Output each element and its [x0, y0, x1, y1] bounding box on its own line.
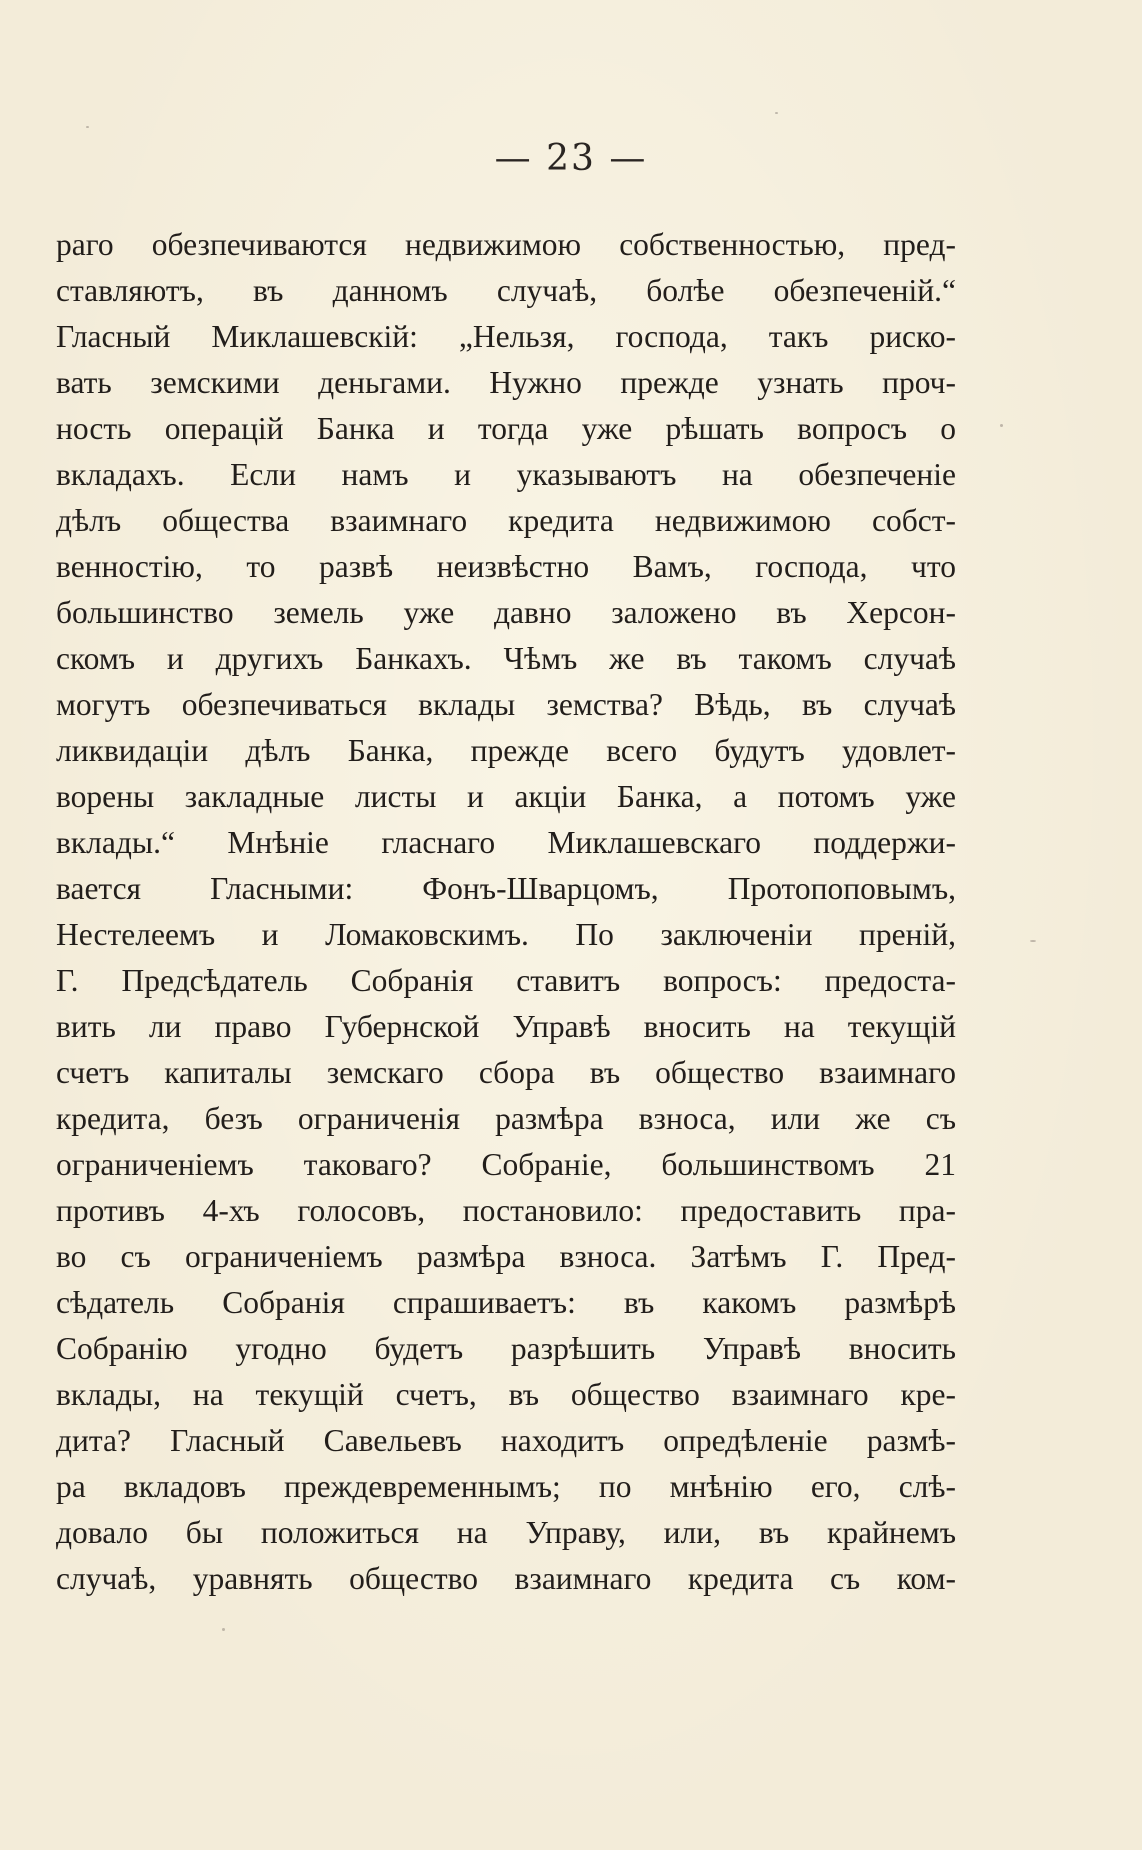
paper-speck — [86, 126, 89, 128]
text-line: венностію, то развѣ неизвѣстно Вамъ, господа, что — [56, 549, 956, 584]
text-line: Г. Предсѣдатель Собранія ставитъ вопросъ: предоста- — [56, 963, 956, 998]
text-line: довало бы положиться на Управу, или, въ крайнемъ — [56, 1515, 956, 1550]
text-line: ра вкладовъ преждевременнымъ; по мнѣнію его, слѣ- — [56, 1469, 956, 1504]
text-line: противъ 4-хъ голосовъ, постановило: предоставить пра- — [56, 1193, 956, 1228]
text-line: скомъ и другихъ Банкахъ. Чѣмъ же въ такомъ случаѣ — [56, 641, 956, 676]
text-line: Гласный Миклашевскій: „Нельзя, господа, такъ риско- — [56, 319, 956, 354]
page-number: — 23 — — [494, 138, 648, 179]
text-line: кредита, безъ ограниченія размѣра взноса, или же съ — [56, 1101, 956, 1136]
text-line: ворены закладные листы и акціи Банка, а потомъ уже — [56, 779, 956, 814]
text-line: большинство земель уже давно заложено въ Херсон- — [56, 595, 956, 630]
text-line: Нестелеемъ и Ломаковскимъ. По заключеніи преній, — [56, 917, 956, 952]
text-line: вается Гласными: Фонъ-Шварцомъ, Протопоповымъ, — [56, 871, 956, 906]
text-line: вкладахъ. Если намъ и указываютъ на обезпеченіе — [56, 457, 956, 492]
text-line: вклады, на текущій счетъ, въ общество взаимнаго кре- — [56, 1377, 956, 1412]
text-line: могутъ обезпечиваться вклады земства? Вѣдь, въ случаѣ — [56, 687, 956, 722]
paper-speck — [775, 112, 778, 114]
text-line: во съ ограниченіемъ размѣра взноса. Затѣмъ Г. Пред- — [56, 1239, 956, 1274]
paper-speck — [1000, 424, 1003, 427]
text-line: ограниченіемъ таковаго? Собраніе, большинствомъ 21 — [56, 1147, 956, 1182]
paper-speck — [222, 1628, 225, 1631]
text-line: случаѣ, уравнять общество взаимнаго кредита съ ком- — [56, 1561, 956, 1596]
text-line: сѣдатель Собранія спрашиваетъ: въ какомъ размѣрѣ — [56, 1285, 956, 1320]
text-line: вить ли право Губернской Управѣ вносить на текущій — [56, 1009, 956, 1044]
body-text — [56, 222, 956, 1602]
text-line: вать земскими деньгами. Нужно прежде узнать проч- — [56, 365, 956, 400]
text-line: дита? Гласный Савельевъ находитъ опредѣленіе размѣ- — [56, 1423, 956, 1458]
text-line: вклады.“ Мнѣніе гласнаго Миклашевскаго поддержи- — [56, 825, 956, 860]
text-line: раго обезпечиваются недвижимою собственностью, пред- — [56, 227, 956, 262]
text-line: ликвидаціи дѣлъ Банка, прежде всего будутъ удовлет- — [56, 733, 956, 768]
paper-speck — [1030, 940, 1036, 942]
text-line: счетъ капиталы земскаго сбора въ общество взаимнаго — [56, 1055, 956, 1090]
text-line: дѣлъ общества взаимнаго кредита недвижимою собст- — [56, 503, 956, 538]
text-line: ность операцій Банка и тогда уже рѣшать вопросъ о — [56, 411, 956, 446]
text-line: Собранію угодно будетъ разрѣшить Управѣ вносить — [56, 1331, 956, 1366]
text-line: ставляютъ, въ данномъ случаѣ, болѣе обезпеченій.“ — [56, 273, 956, 308]
